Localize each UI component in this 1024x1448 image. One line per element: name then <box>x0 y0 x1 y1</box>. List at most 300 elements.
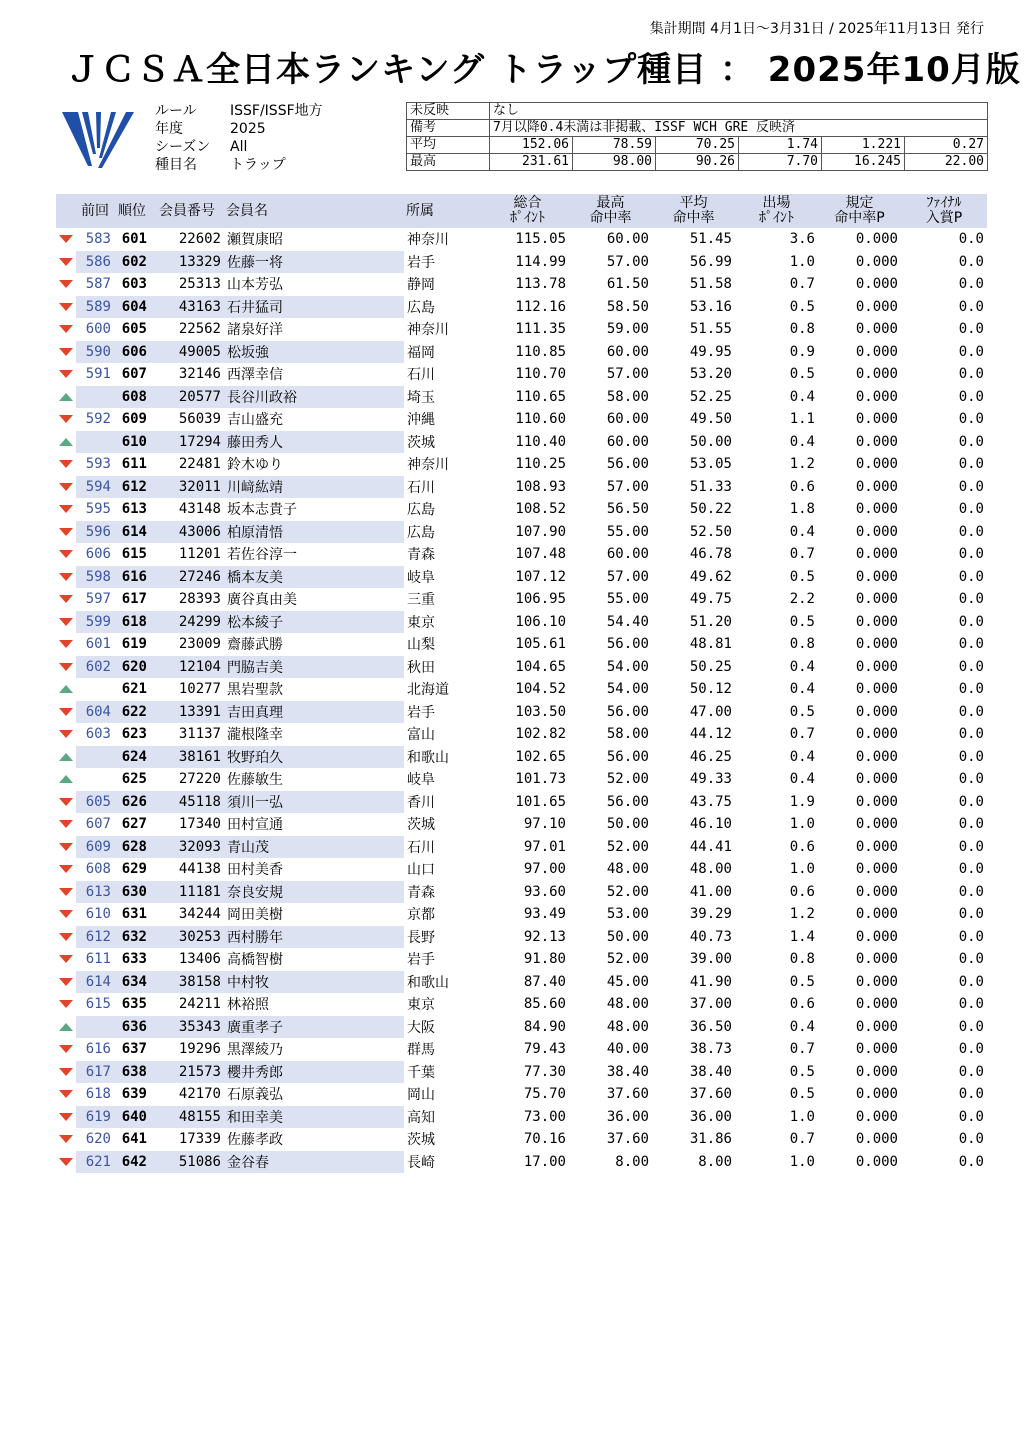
rank: 628 <box>114 836 150 859</box>
table-row <box>56 386 987 409</box>
meta-key-season: シーズン <box>155 139 211 155</box>
total-points: 108.52 <box>515 501 566 518</box>
trend-cell <box>56 296 76 319</box>
summary-table <box>406 102 988 171</box>
best-hit-rate: 58.00 <box>606 388 649 405</box>
entry-points: 1.0 <box>789 1153 815 1170</box>
rank: 604 <box>114 296 150 319</box>
header-final-line1: ﾌｧｲﾅﾙ <box>926 195 962 211</box>
entry-points: 0.4 <box>789 523 815 540</box>
trend-cell <box>56 1083 76 1106</box>
affiliation: 石川 <box>407 367 435 384</box>
trend-up-icon <box>59 1023 73 1031</box>
affiliation: 岐阜 <box>407 569 435 586</box>
rank: 627 <box>121 816 147 833</box>
rank: 630 <box>114 881 150 904</box>
member-id: 13391 <box>150 701 224 724</box>
affiliation: 三重 <box>407 592 435 609</box>
entry-points: 0.8 <box>789 321 815 338</box>
affiliation: 香川 <box>407 794 435 811</box>
trend-down-icon <box>59 1000 73 1008</box>
trend-down-icon <box>59 910 73 918</box>
final-points: 0.0 <box>958 253 984 270</box>
meta-key-event: 種目名 <box>155 157 197 173</box>
prev: 592 <box>85 411 111 428</box>
avg-hit-rate: 46.10 <box>689 816 732 833</box>
trend-up-icon <box>59 685 73 693</box>
trend-cell <box>56 746 76 769</box>
total-points: 97.00 <box>523 861 566 878</box>
entry-points: 0.4 <box>789 771 815 788</box>
member-name: 山本芳弘 <box>227 277 283 294</box>
final-points: 0.0 <box>958 478 984 495</box>
entry-points: 0.7 <box>789 546 815 563</box>
standard-rate-points: 0.000 <box>855 1018 898 1035</box>
rank: 620 <box>114 656 150 679</box>
trend-down-icon <box>59 550 73 558</box>
prev: 605 <box>76 791 114 814</box>
total-points: 108.93 <box>515 478 566 495</box>
header-prev: 前回 <box>76 194 114 228</box>
entry-points: 0.6 <box>789 838 815 855</box>
standard-rate-points: 0.000 <box>855 523 898 540</box>
prev: 613 <box>76 881 114 904</box>
final-points: 0.0 <box>958 771 984 788</box>
avg-hit-rate: 49.95 <box>689 343 732 360</box>
member-id: 20577 <box>150 386 224 409</box>
rank: 611 <box>121 456 147 473</box>
trend-cell <box>56 1151 76 1174</box>
avg-hit-rate: 41.90 <box>689 973 732 990</box>
avg-hit-rate: 31.86 <box>689 1131 732 1148</box>
best-hit-rate: 45.00 <box>606 973 649 990</box>
prev <box>76 678 114 701</box>
member-id: 27246 <box>150 566 224 589</box>
member-id: 32146 <box>178 366 221 383</box>
standard-rate-points: 0.000 <box>855 366 898 383</box>
avg-entry: 1.74 <box>739 137 822 154</box>
member-id: 22481 <box>178 456 221 473</box>
affiliation: 岩手 <box>407 952 435 969</box>
table-row <box>56 611 987 634</box>
avg-hit-rate: 46.25 <box>689 748 732 765</box>
rank: 624 <box>114 746 150 769</box>
rank: 614 <box>114 521 150 544</box>
table-row <box>56 813 987 836</box>
avg-label: 平均 <box>407 137 490 154</box>
member-id: 11181 <box>150 881 224 904</box>
avg-hit-rate: 53.20 <box>689 366 732 383</box>
trend-cell <box>56 1106 76 1129</box>
best-hit-rate: 61.50 <box>606 276 649 293</box>
total-points: 87.40 <box>523 973 566 990</box>
rank: 622 <box>114 701 150 724</box>
header-id: 会員番号 <box>150 194 224 228</box>
final-points: 0.0 <box>958 703 984 720</box>
total-points: 102.65 <box>515 748 566 765</box>
standard-rate-points: 0.000 <box>855 928 898 945</box>
entry-points: 0.7 <box>789 276 815 293</box>
best-hit-rate: 60.00 <box>606 231 649 248</box>
trend-down-icon <box>59 618 73 626</box>
member-name: 黒澤綾乃 <box>227 1042 283 1059</box>
best-hit-rate: 37.60 <box>606 1131 649 1148</box>
member-name: 青山茂 <box>224 836 404 859</box>
entry-points: 0.4 <box>789 388 815 405</box>
affiliation: 茨城 <box>407 1132 435 1149</box>
affiliation: 広島 <box>407 299 435 316</box>
standard-rate-points: 0.000 <box>855 276 898 293</box>
trend-down-icon <box>59 820 73 828</box>
best-hit-rate: 48.00 <box>606 1018 649 1035</box>
trend-down-icon <box>59 978 73 986</box>
header-pref: 所属 <box>404 194 486 228</box>
total-points: 97.10 <box>523 816 566 833</box>
entry-points: 1.0 <box>789 253 815 270</box>
table-row <box>56 431 987 454</box>
final-points: 0.0 <box>958 1086 984 1103</box>
trend-down-icon <box>59 505 73 513</box>
entry-points: 0.8 <box>789 636 815 653</box>
final-points: 0.0 <box>958 658 984 675</box>
entry-points: 0.5 <box>789 298 815 315</box>
avg-hit-rate: 46.78 <box>689 546 732 563</box>
rank: 608 <box>114 386 150 409</box>
prev: 617 <box>76 1061 114 1084</box>
prev: 621 <box>76 1151 114 1174</box>
trend-cell <box>56 791 76 814</box>
entry-points: 1.2 <box>789 906 815 923</box>
prev <box>76 386 114 409</box>
avg-hit-rate: 48.81 <box>689 636 732 653</box>
best-hit-rate: 56.00 <box>606 748 649 765</box>
member-name: 佐藤孝政 <box>227 1132 283 1149</box>
standard-rate-points: 0.000 <box>855 411 898 428</box>
avg-hit-rate: 49.50 <box>689 411 732 428</box>
trend-cell <box>56 408 76 431</box>
standard-rate-points: 0.000 <box>855 1086 898 1103</box>
member-id: 12104 <box>150 656 224 679</box>
prev: 619 <box>76 1106 114 1129</box>
affiliation: 静岡 <box>407 277 435 294</box>
total-points: 110.25 <box>515 456 566 473</box>
table-row <box>56 1016 987 1039</box>
standard-rate-points: 0.000 <box>855 703 898 720</box>
rank: 634 <box>114 971 150 994</box>
final-points: 0.0 <box>958 636 984 653</box>
member-name: 牧野珀久 <box>224 746 404 769</box>
standard-rate-points: 0.000 <box>855 1153 898 1170</box>
prev: 618 <box>85 1086 111 1103</box>
trend-cell <box>56 1016 76 1039</box>
prev: 614 <box>76 971 114 994</box>
member-name: 和田幸美 <box>224 1106 404 1129</box>
rank: 602 <box>114 251 150 274</box>
total-points: 85.60 <box>523 996 566 1013</box>
header-final-line2: 入賞P <box>925 210 963 226</box>
trend-cell <box>56 1038 76 1061</box>
table-row <box>56 768 987 791</box>
entry-points: 0.5 <box>789 366 815 383</box>
trend-down-icon <box>59 1045 73 1053</box>
table-row <box>56 656 987 679</box>
prev: 616 <box>85 1041 111 1058</box>
member-id: 13406 <box>178 951 221 968</box>
trend-cell <box>56 881 76 904</box>
trend-down-icon <box>59 798 73 806</box>
best-hit-rate: 60.00 <box>606 411 649 428</box>
affiliation: 福岡 <box>407 344 435 361</box>
best-hit-rate: 58.00 <box>606 726 649 743</box>
affiliation: 神奈川 <box>407 322 449 339</box>
entry-points: 1.0 <box>789 816 815 833</box>
entry-points: 1.4 <box>789 928 815 945</box>
header-avg <box>652 194 735 228</box>
table-row <box>56 903 987 926</box>
rank: 637 <box>121 1041 147 1058</box>
standard-rate-points: 0.000 <box>855 501 898 518</box>
total-points: 106.10 <box>515 613 566 630</box>
table-row <box>56 566 987 589</box>
trend-down-icon <box>59 865 73 873</box>
table-row <box>56 1151 987 1174</box>
best-hit-rate: 37.60 <box>606 1086 649 1103</box>
entry-points: 3.6 <box>789 231 815 248</box>
trend-cell <box>56 251 76 274</box>
rank: 625 <box>121 771 147 788</box>
meta-value-year: 2025 <box>230 121 266 137</box>
entry-points: 1.0 <box>789 861 815 878</box>
best-hit-rate: 50.00 <box>606 816 649 833</box>
member-id: 25313 <box>178 276 221 293</box>
final-points: 0.0 <box>958 883 984 900</box>
best-hit-rate: 8.00 <box>615 1153 649 1170</box>
best-hit-rate: 55.00 <box>606 591 649 608</box>
affiliation: 和歌山 <box>407 749 449 766</box>
final-points: 0.0 <box>958 546 984 563</box>
member-id: 56039 <box>178 411 221 428</box>
trend-down-icon <box>59 1158 73 1166</box>
entry-points: 0.4 <box>789 1018 815 1035</box>
member-name: 林裕照 <box>227 997 269 1014</box>
affiliation: 神奈川 <box>407 457 449 474</box>
standard-rate-points: 0.000 <box>855 253 898 270</box>
prev: 583 <box>85 231 111 248</box>
rank: 632 <box>114 926 150 949</box>
affiliation: 富山 <box>407 727 435 744</box>
trend-cell <box>56 768 76 791</box>
prev: 590 <box>76 341 114 364</box>
member-id: 42170 <box>178 1086 221 1103</box>
header-name: 会員名 <box>224 194 404 228</box>
table-row <box>56 228 987 251</box>
avg-hit-rate: 53.16 <box>689 298 732 315</box>
final-points: 0.0 <box>958 793 984 810</box>
final-points: 0.0 <box>958 996 984 1013</box>
table-row <box>56 881 987 904</box>
rank: 640 <box>114 1106 150 1129</box>
member-name: 諸泉好洋 <box>227 322 283 339</box>
member-id: 22602 <box>178 231 221 248</box>
standard-rate-points: 0.000 <box>855 298 898 315</box>
member-name: 鈴木ゆり <box>227 457 283 474</box>
table-row <box>56 476 987 499</box>
affiliation: 東京 <box>407 997 435 1014</box>
meta-key-rule: ルール <box>155 103 197 119</box>
table-row <box>56 318 987 341</box>
unreflected-label: 未反映 <box>407 103 490 120</box>
member-id: 30253 <box>150 926 224 949</box>
final-points: 0.0 <box>958 411 984 428</box>
member-name: 佐藤一将 <box>224 251 404 274</box>
trend-up-icon <box>59 753 73 761</box>
avg-hit-rate: 49.62 <box>689 568 732 585</box>
trend-cell <box>56 1128 76 1151</box>
table-row <box>56 746 987 769</box>
page-title: ＪＣＳＡ全日本ランキング トラップ種目 ： 2025年10月版 <box>66 50 1021 90</box>
table-row <box>56 723 987 746</box>
final-points: 0.0 <box>958 906 984 923</box>
best-hit-rate: 60.00 <box>606 343 649 360</box>
entry-points: 0.9 <box>789 343 815 360</box>
total-points: 107.48 <box>515 546 566 563</box>
avg-hit-rate: 51.55 <box>689 321 732 338</box>
member-name: 瀬賀康昭 <box>227 232 283 249</box>
trend-down-icon <box>59 348 73 356</box>
avg-hit-rate: 53.05 <box>689 456 732 473</box>
trend-cell <box>56 678 76 701</box>
trend-cell <box>56 318 76 341</box>
rank: 639 <box>121 1086 147 1103</box>
total-points: 110.40 <box>515 433 566 450</box>
total-points: 92.13 <box>523 928 566 945</box>
affiliation: 神奈川 <box>407 232 449 249</box>
trend-down-icon <box>59 573 73 581</box>
trend-down-icon <box>59 415 73 423</box>
table-row <box>56 926 987 949</box>
trend-cell <box>56 363 76 386</box>
table-row <box>56 1061 987 1084</box>
prev: 601 <box>85 636 111 653</box>
member-name: 吉山盛充 <box>227 412 283 429</box>
trend-down-icon <box>59 370 73 378</box>
best-hit-rate: 58.50 <box>606 298 649 315</box>
avg-hit-rate: 47.00 <box>689 703 732 720</box>
member-id: 32011 <box>150 476 224 499</box>
trend-down-icon <box>59 280 73 288</box>
avg-hit-rate: 50.25 <box>689 658 732 675</box>
prev: 599 <box>76 611 114 634</box>
best-hit-rate: 57.00 <box>606 366 649 383</box>
best-hit-rate: 60.00 <box>606 546 649 563</box>
period-text: 集計期間 4月1日～3月31日 / 2025年11月13日 発行 <box>649 21 984 37</box>
affiliation: 群馬 <box>407 1042 435 1059</box>
final-points: 0.0 <box>958 591 984 608</box>
affiliation: 大阪 <box>407 1019 435 1036</box>
best-hit-rate: 55.00 <box>606 523 649 540</box>
standard-rate-points: 0.000 <box>855 996 898 1013</box>
member-name: 黒岩聖款 <box>227 682 283 699</box>
affiliation: 東京 <box>407 614 435 631</box>
table-row <box>56 251 987 274</box>
standard-rate-points: 0.000 <box>855 951 898 968</box>
unreflected-value: なし <box>490 103 988 120</box>
member-name: 藤田秀人 <box>224 431 404 454</box>
trend-down-icon <box>59 460 73 468</box>
member-id: 24299 <box>150 611 224 634</box>
table-row <box>56 341 987 364</box>
avg-hit-rate: 8.00 <box>698 1153 732 1170</box>
meta-value-event: トラップ <box>230 157 286 173</box>
standard-rate-points: 0.000 <box>855 658 898 675</box>
prev: 593 <box>85 456 111 473</box>
member-name: 田村美香 <box>227 862 283 879</box>
total-points: 115.05 <box>515 231 566 248</box>
prev: 598 <box>76 566 114 589</box>
affiliation: 石川 <box>407 839 435 856</box>
best-hit-rate: 56.50 <box>606 501 649 518</box>
trend-down-icon <box>59 528 73 536</box>
total-points: 107.90 <box>515 523 566 540</box>
best-hit-rate: 50.00 <box>606 928 649 945</box>
trend-down-icon <box>59 888 73 896</box>
trend-cell <box>56 836 76 859</box>
best-hit-rate: 56.00 <box>606 636 649 653</box>
avg-hit-rate: 49.75 <box>689 591 732 608</box>
header-rank: 順位 <box>114 194 150 228</box>
max-label: 最高 <box>407 154 490 171</box>
affiliation: 茨城 <box>407 434 435 451</box>
total-points: 73.00 <box>523 1108 566 1125</box>
trend-down-icon <box>59 303 73 311</box>
rank: 610 <box>114 431 150 454</box>
trend-cell <box>56 813 76 836</box>
final-points: 0.0 <box>958 726 984 743</box>
avg-hit-rate: 41.00 <box>689 883 732 900</box>
final-points: 0.0 <box>958 1063 984 1080</box>
member-id: 43148 <box>178 501 221 518</box>
final-points: 0.0 <box>958 748 984 765</box>
member-id: 49005 <box>150 341 224 364</box>
avg-hit-rate: 51.20 <box>689 613 732 630</box>
affiliation: 千葉 <box>407 1064 435 1081</box>
prev: 610 <box>85 906 111 923</box>
member-id: 11201 <box>178 546 221 563</box>
affiliation: 和歌山 <box>407 974 449 991</box>
table-row <box>56 948 987 971</box>
member-id: 38161 <box>150 746 224 769</box>
trend-down-icon <box>59 325 73 333</box>
table-row <box>56 1106 987 1129</box>
final-points: 0.0 <box>958 816 984 833</box>
header-std-line2: 命中率P <box>834 210 885 226</box>
total-points: 110.70 <box>515 366 566 383</box>
entry-points: 1.0 <box>789 1108 815 1125</box>
total-points: 104.52 <box>515 681 566 698</box>
best-hit-rate: 52.00 <box>606 838 649 855</box>
table-row <box>56 633 987 656</box>
entry-points: 0.5 <box>789 613 815 630</box>
member-id: 43006 <box>150 521 224 544</box>
total-points: 75.70 <box>523 1086 566 1103</box>
total-points: 93.49 <box>523 906 566 923</box>
entry-points: 0.5 <box>789 703 815 720</box>
rank: 609 <box>121 411 147 428</box>
prev: 615 <box>85 996 111 1013</box>
rank: 636 <box>114 1016 150 1039</box>
total-points: 110.65 <box>515 388 566 405</box>
header-best-line2: 命中率 <box>589 210 632 226</box>
